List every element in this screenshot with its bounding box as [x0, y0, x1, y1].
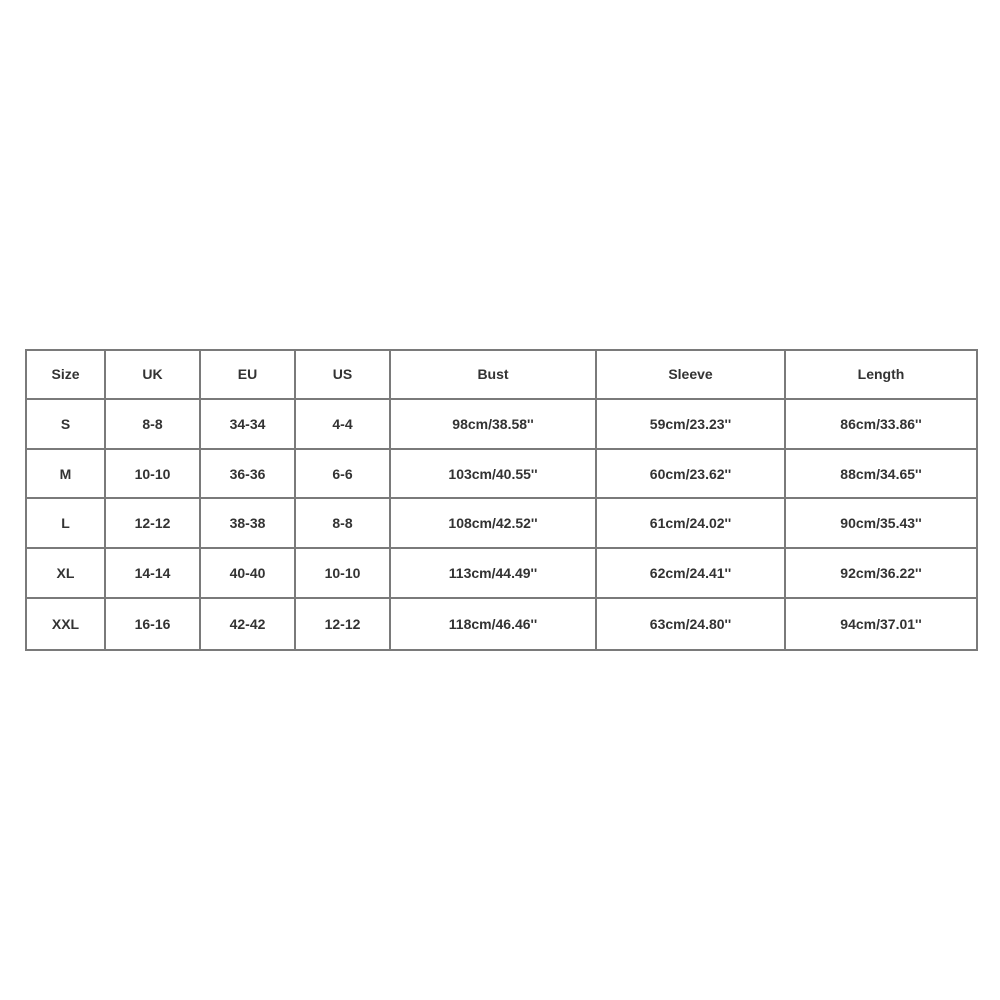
table-cell: 10-10	[106, 450, 201, 500]
table-cell: L	[26, 499, 106, 549]
header-cell-eu: EU	[201, 350, 296, 400]
table-cell: 113cm/44.49''	[391, 549, 597, 599]
table-cell: 38-38	[201, 499, 296, 549]
table-cell: 103cm/40.55''	[391, 450, 597, 500]
table-cell: 62cm/24.41''	[597, 549, 786, 599]
table-cell: XL	[26, 549, 106, 599]
table-cell: 6-6	[296, 450, 391, 500]
size-chart-table	[25, 349, 978, 651]
table-cell: 36-36	[201, 450, 296, 500]
table-cell: 98cm/38.58''	[391, 400, 597, 450]
table-cell: 61cm/24.02''	[597, 499, 786, 549]
table-row	[26, 400, 976, 450]
table-cell: 16-16	[106, 599, 201, 649]
table-row	[26, 499, 976, 549]
table-row	[26, 549, 976, 599]
table-cell: 59cm/23.23''	[597, 400, 786, 450]
table-cell: 12-12	[106, 499, 201, 549]
table-cell: 10-10	[296, 549, 391, 599]
table-cell: XXL	[26, 599, 106, 649]
table-cell: 34-34	[201, 400, 296, 450]
table-row	[26, 599, 976, 649]
table-cell: 94cm/37.01''	[840, 616, 922, 633]
table-cell: 86cm/33.86''	[786, 400, 976, 450]
table-cell: 12-12	[296, 599, 391, 649]
header-cell-us: US	[296, 350, 391, 400]
table-cell: 14-14	[106, 549, 201, 599]
table-cell: 88cm/34.65''	[786, 450, 976, 500]
table-cell: 108cm/42.52''	[391, 499, 597, 549]
table-cell: 42-42	[201, 599, 296, 649]
header-cell-uk: UK	[106, 350, 201, 400]
table-header-row	[26, 350, 976, 400]
table-cell: M	[26, 450, 106, 500]
table-cell: 118cm/46.46''	[391, 599, 597, 649]
header-cell-size: Size	[26, 350, 106, 400]
header-cell-sleeve: Sleeve	[597, 350, 786, 400]
table-cell: 92cm/36.22''	[786, 549, 976, 599]
header-cell-bust: Bust	[391, 350, 597, 400]
table-row	[26, 450, 976, 500]
table-cell: 40-40	[201, 549, 296, 599]
header-cell-length: Length	[786, 350, 976, 400]
table-cell: 4-4	[296, 400, 391, 450]
table-cell: 8-8	[296, 499, 391, 549]
table-cell: 8-8	[106, 400, 201, 450]
table-cell: S	[26, 400, 106, 450]
table-cell: 90cm/35.43''	[786, 499, 976, 549]
table-cell: 60cm/23.62''	[597, 450, 786, 500]
table-cell: 63cm/24.80''	[597, 599, 786, 649]
